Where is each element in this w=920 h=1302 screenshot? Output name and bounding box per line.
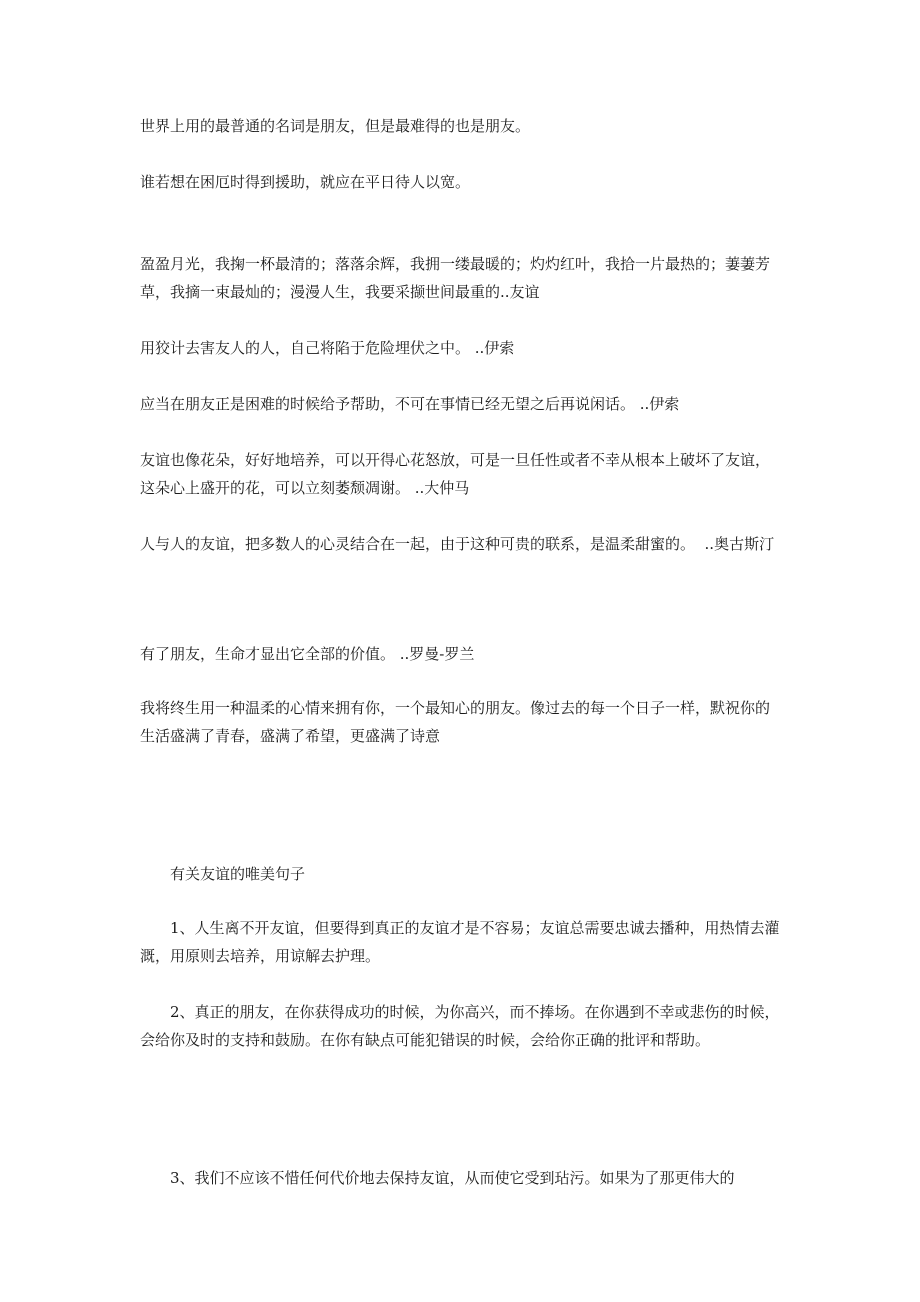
quote-paragraph: 人与人的友谊，把多数人的心灵结合在一起，由于这种可贵的联系，是温柔甜蜜的。 ..奥古斯汀: [140, 535, 775, 553]
quote-paragraph: 友谊也像花朵，好好地培养，可以开得心花怒放，可是一旦任性或者不幸从根本上破坏了友谊，这朵心上盛开的花，可以立刻萎颓凋谢。 ..大仲马: [140, 451, 771, 497]
quote-paragraph: 应当在朋友正是困难的时候给予帮助，不可在事情已经无望之后再说闲话。 ..伊索: [140, 395, 680, 413]
quote-paragraph: 用狡计去害友人的人，自己将陷于危险埋伏之中。 ..伊索: [140, 339, 515, 357]
section-title: 有关友谊的唯美句子: [170, 865, 306, 883]
quote-paragraph: 盈盈月光，我掬一杯最清的；落落余辉，我拥一缕最暖的；灼灼红叶，我拾一片最热的；萋萋芳草，我摘一束最灿的；漫漫人生，我要采撷世间最重的..友谊: [140, 255, 771, 301]
list-item: 2、真正的朋友，在你获得成功的时候，为你高兴，而不捧场。在你遇到不幸或悲伤的时候，会给你及时的支持和鼓励。在你有缺点可能犯错误的时候，会给你正确的批评和帮助。: [140, 1003, 780, 1049]
quote-paragraph: 谁若想在困厄时得到援助，就应在平日待人以宽。: [140, 173, 471, 191]
list-item: 1、人生离不开友谊，但要得到真正的友谊才是不容易；友谊总需要忠诚去播种，用热情去灌溉，用原则去培养，用谅解去护理。: [140, 919, 780, 965]
quote-paragraph: 我将终生用一种温柔的心情来拥有你，一个最知心的朋友。像过去的每一个日子一样，默祝你的生活盛满了青春，盛满了希望，更盛满了诗意: [140, 699, 771, 745]
quote-paragraph: 有了朋友，生命才显出它全部的价值。 ..罗曼-罗兰: [140, 645, 475, 663]
list-item: 3、我们不应该不惜任何代价地去保持友谊，从而使它受到玷污。如果为了那更伟大的: [170, 1169, 735, 1187]
quote-paragraph: 世界上用的最普通的名词是朋友，但是最难得的也是朋友。: [140, 117, 531, 135]
